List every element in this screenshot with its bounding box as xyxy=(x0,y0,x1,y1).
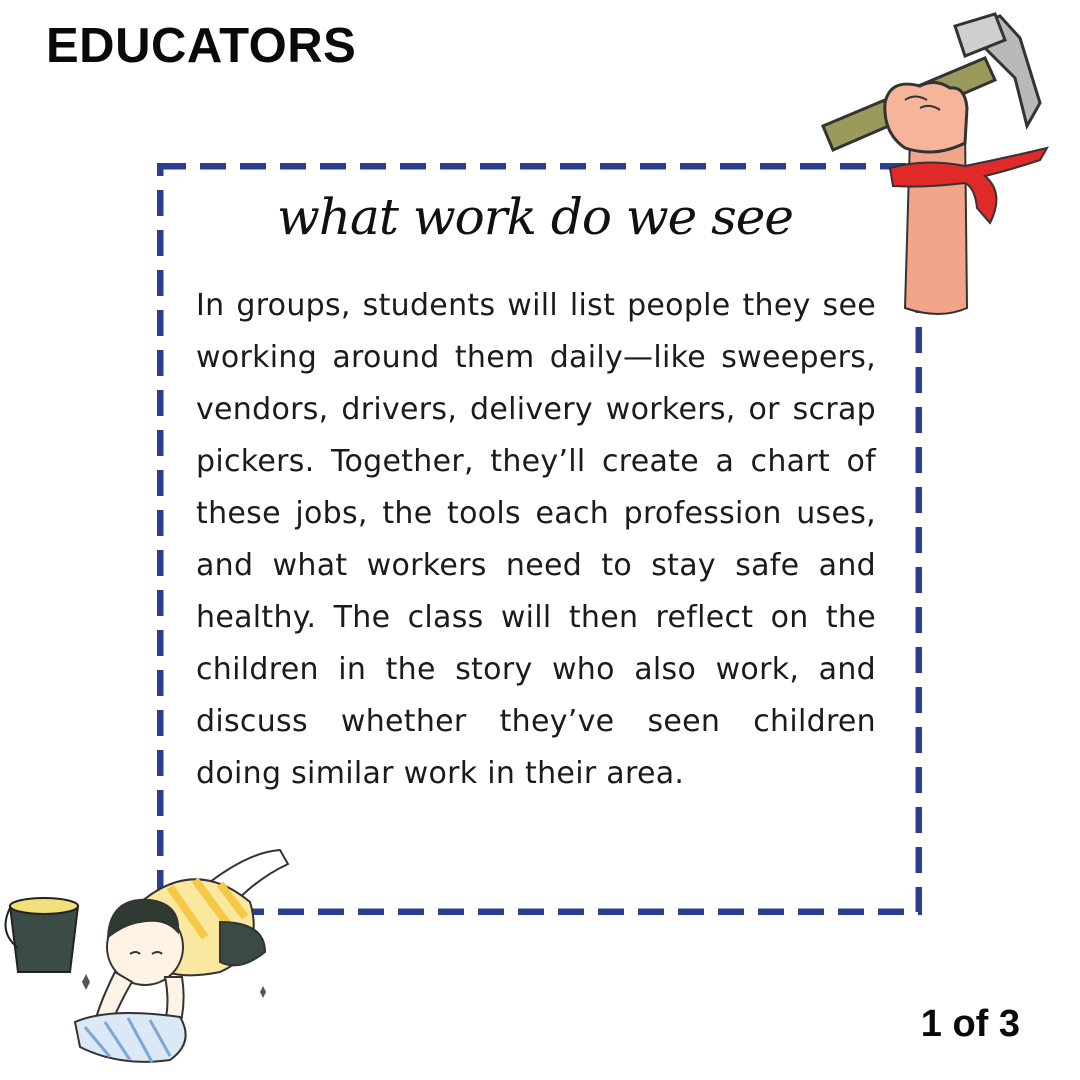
page-indicator: 1 of 3 xyxy=(920,1003,1020,1045)
child-scrubbing-floor-icon xyxy=(70,842,300,1072)
raised-fist-hammer-icon xyxy=(815,8,1055,323)
card-title: what work do we see xyxy=(277,188,793,246)
card-body: In groups, students will list people they see working around them daily—like sweepers, vendors, drivers, delivery workers, or scrap pickers. Together, they’ll create a chart of these jobs, the tools each profession uses, and what workers need to stay safe and healthy. The class will then reflect on the children in the story who also work, and discuss whether they’ve seen children doing similar work in their area. xyxy=(196,288,876,791)
brand-title: EDUCATORS xyxy=(46,19,357,73)
